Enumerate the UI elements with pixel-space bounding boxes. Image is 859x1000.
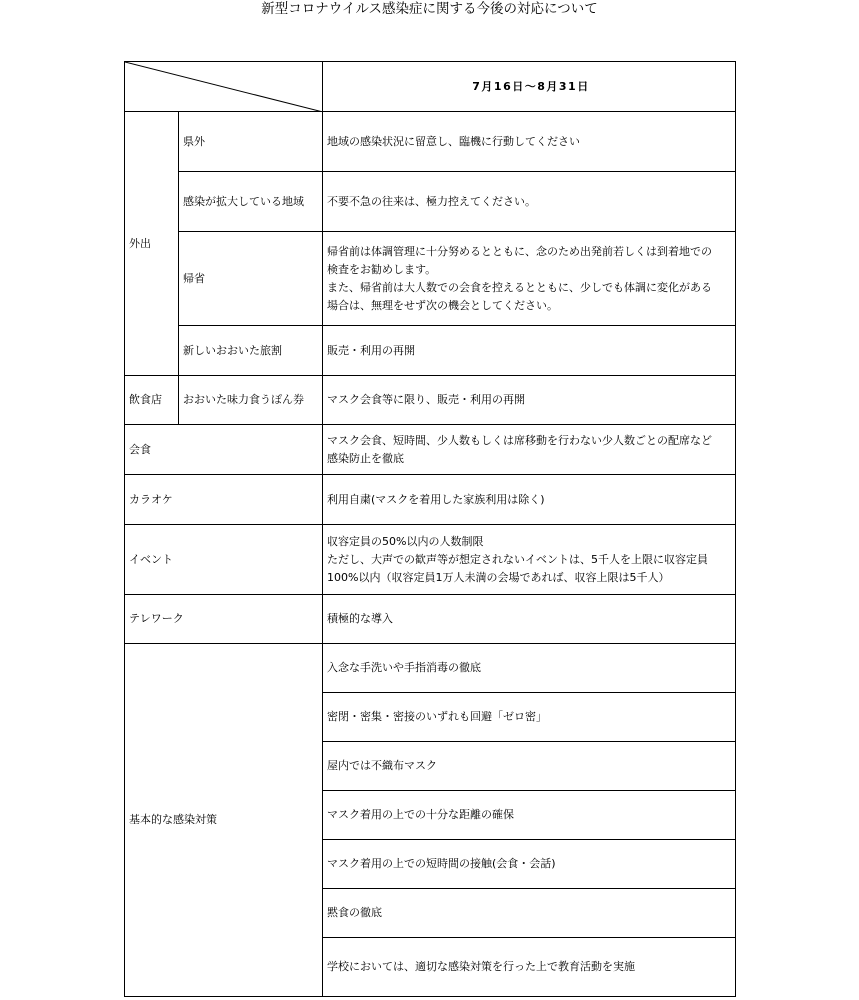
content-kihon-item: 入念な手洗いや手指消毒の徹底: [323, 644, 736, 693]
content-line: 販売・利用の再開: [327, 343, 415, 357]
content-kihon-item: 黙食の徹底: [323, 889, 736, 938]
category-event: イベント: [125, 525, 323, 595]
category-kaishoku: 会食: [125, 425, 323, 475]
content-line: 積極的な導入: [327, 612, 393, 625]
subcategory-kuupon: おおいた味力食うぽん券: [179, 376, 323, 425]
content-karaoke: [323, 475, 736, 525]
subcategory-kengai: 県外: [179, 112, 323, 172]
content-kihon-item: 密閉・密集・密接のいずれも回避「ゼロ密」: [323, 693, 736, 742]
content-kihon-item: マスク着用の上での十分な距離の確保: [323, 791, 736, 840]
content-kaishoku: [323, 425, 736, 475]
period-header: 7月16日～8月31日: [323, 62, 736, 112]
content-line: 収容定員の50%以内の人数制限: [327, 534, 484, 548]
page-title: 新型コロナウイルス感染症に関する今後の対応について: [261, 1, 598, 17]
content-telework: [323, 595, 736, 644]
category-gaishutsu: 外出: [125, 112, 179, 376]
table-row: [125, 232, 736, 326]
content-line: 検査をお勧めします。: [327, 262, 437, 276]
subcategory-tabiwari: 新しいおおいた旅割: [179, 326, 323, 376]
content-kengai: [323, 112, 736, 172]
header-row: [125, 62, 736, 112]
category-karaoke: カラオケ: [125, 475, 323, 525]
category-telework: テレワーク: [125, 595, 323, 644]
category-inshokuten: 飲食店: [125, 376, 179, 425]
content-line: ただし、大声での歓声等が想定されないイベントは、5千人を上限に収容定員: [327, 552, 708, 566]
table-row: [125, 644, 736, 693]
content-line: 場合は、無理をせず次の機会としてください。: [327, 298, 558, 312]
measures-table: [124, 61, 736, 997]
content-kihon-item: 屋内では不織布マスク: [323, 742, 736, 791]
table-row: [125, 326, 736, 376]
table-row: [125, 376, 736, 425]
content-line: マスク会食等に限り、販売・利用の再開: [327, 393, 525, 406]
content-line: 不要不急の往来は、極力控えてください。: [327, 194, 536, 208]
content-kisei: [323, 232, 736, 326]
header-diagonal-cell: [125, 62, 323, 112]
content-tabiwari: [323, 326, 736, 376]
content-line: 帰省前は体調管理に十分努めるとともに、念のため出発前若しくは到着地での: [327, 244, 712, 258]
content-kakudai-chiiki: [323, 172, 736, 232]
subcategory-kakudai-chiiki: 感染が拡大している地域: [179, 172, 323, 232]
table-row: [125, 595, 736, 644]
content-line: マスク会食、短時間、少人数もしくは席移動を行わない少人数ごとの配席など: [327, 433, 712, 447]
table-row: [125, 425, 736, 475]
diagonal-line: [125, 62, 323, 112]
content-line: 利用自粛(マスクを着用した家族利用は除く): [327, 492, 545, 506]
content-kihon-item: マスク着用の上での短時間の接触(会食・会話): [323, 840, 736, 889]
content-line: 100%以内（収容定員1万人未満の会場であれば、収容上限は5千人）: [327, 570, 670, 584]
content-kihon-item: 学校においては、適切な感染対策を行った上で教育活動を実施: [323, 938, 736, 997]
table-row: [125, 112, 736, 172]
table-row: [125, 525, 736, 595]
table-row: [125, 475, 736, 525]
content-line: 地域の感染状況に留意し、臨機に行動してください: [327, 134, 580, 148]
table-row: [125, 172, 736, 232]
content-line: また、帰省前は大人数での会食を控えるとともに、少しでも体調に変化がある: [327, 280, 712, 294]
subcategory-kisei: 帰省: [179, 232, 323, 326]
category-kihon: 基本的な感染対策: [125, 644, 323, 997]
content-line: 感染防止を徹底: [327, 451, 404, 465]
content-inshokuten: [323, 376, 736, 425]
content-event: [323, 525, 736, 595]
